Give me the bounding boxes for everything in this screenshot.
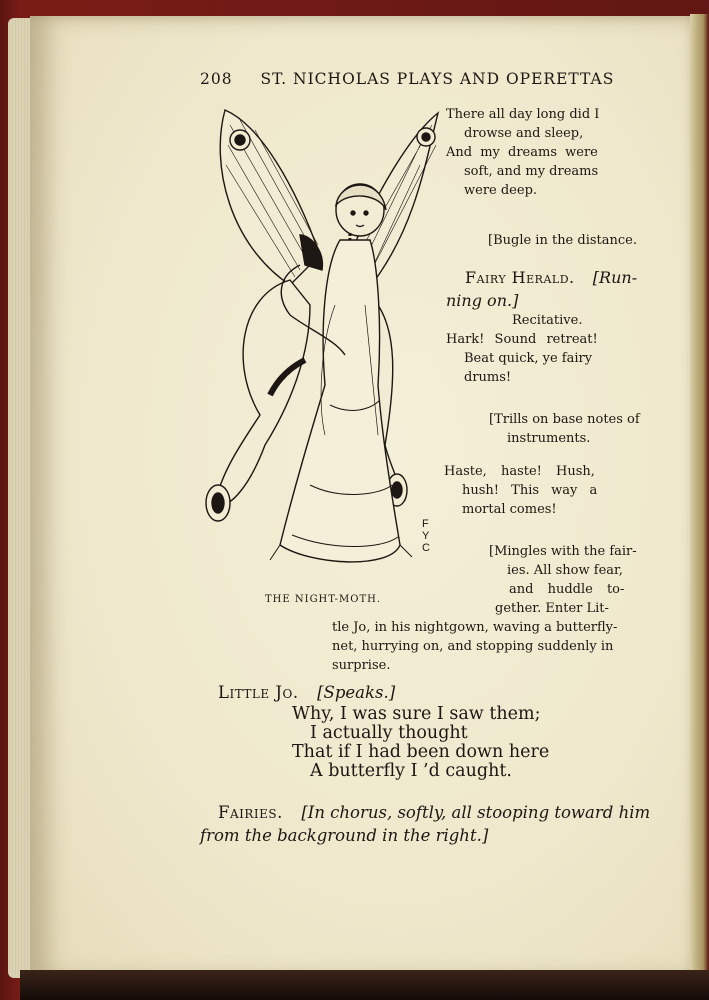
verse-line: I actually thought — [310, 723, 468, 743]
stage-line: gether. Enter Lit- — [495, 601, 609, 616]
stage-direction: [In chorus, softly, all stooping toward him — [301, 803, 651, 822]
stage-direction: [Run- — [592, 268, 638, 287]
verse-4 — [292, 705, 549, 781]
stage-line: and huddle to- — [509, 582, 625, 597]
stage-line: net, hurrying on, and stopping suddenly in — [332, 639, 614, 654]
stage-line: [Trills on base notes of — [489, 412, 640, 427]
verse-line: mortal comes! — [462, 502, 557, 517]
stage-direction-cont — [446, 291, 518, 310]
figure-caption: THE NIGHT-MOTH. — [265, 594, 382, 605]
verse-line: Haste, haste! Hush, — [444, 464, 595, 479]
verse-line: That if I had been down here — [292, 742, 550, 762]
verse-line: Beat quick, ye fairy — [464, 351, 593, 366]
stage-direction-cont — [200, 826, 488, 845]
verse-line: Hark! Sound retreat! — [446, 332, 598, 347]
bottom-shadow — [20, 970, 709, 1000]
speaker-name: Fairies. — [218, 803, 283, 822]
speaker-name: Fairy Herald. — [465, 268, 575, 287]
running-title: ST. NICHOLAS PLAYS AND OPERETTAS — [260, 70, 615, 88]
recitative-label: Recitative. — [512, 313, 583, 328]
verse-2 — [446, 330, 598, 387]
verse-line: A butterfly I ’d caught. — [310, 761, 512, 781]
verse-line: were deep. — [464, 183, 538, 198]
stage-line: tle Jo, in his nightgown, waving a butterfly- — [332, 620, 618, 635]
stage-line: instruments. — [507, 431, 591, 446]
speaker-little-jo — [218, 683, 395, 702]
stage-direction-running: ning on.] — [446, 291, 519, 310]
stage-line: surprise. — [332, 658, 391, 673]
page-gutter — [690, 14, 709, 984]
stage-direction-trills — [489, 410, 640, 448]
verse-line: soft, and my dreams — [464, 164, 599, 179]
initial-y: Y — [422, 530, 430, 542]
stage-direction: [Speaks.] — [317, 683, 396, 702]
initial-c: C — [422, 542, 430, 554]
stage-direction-line: from the background in the right.] — [200, 826, 489, 845]
stage-line: ies. All show fear, — [507, 563, 623, 578]
speaker-fairy-herald — [465, 268, 637, 287]
speaker-name: Little Jo. — [218, 683, 299, 702]
page-number: 208 — [200, 70, 233, 88]
verse-3 — [444, 462, 597, 519]
stage-direction-mingles-cont — [332, 618, 617, 675]
initial-f: F — [422, 518, 429, 530]
verse-line: And my dreams were — [446, 145, 598, 160]
verse-line: drowse and sleep, — [464, 126, 584, 141]
speaker-fairies — [218, 803, 650, 822]
stage-direction-bugle: [Bugle in the distance. — [488, 233, 637, 248]
verse-line: hush! This way a — [462, 483, 598, 498]
stage-direction-mingles — [489, 542, 637, 618]
running-header — [200, 70, 614, 88]
stage-line: [Mingles with the fair- — [489, 544, 637, 559]
verse-line: drums! — [464, 370, 512, 385]
verse-line: There all day long did I — [446, 107, 600, 122]
verse-1 — [446, 105, 599, 200]
verse-line: Why, I was sure I saw them; — [292, 704, 541, 724]
night-moth-illustration — [200, 105, 440, 585]
